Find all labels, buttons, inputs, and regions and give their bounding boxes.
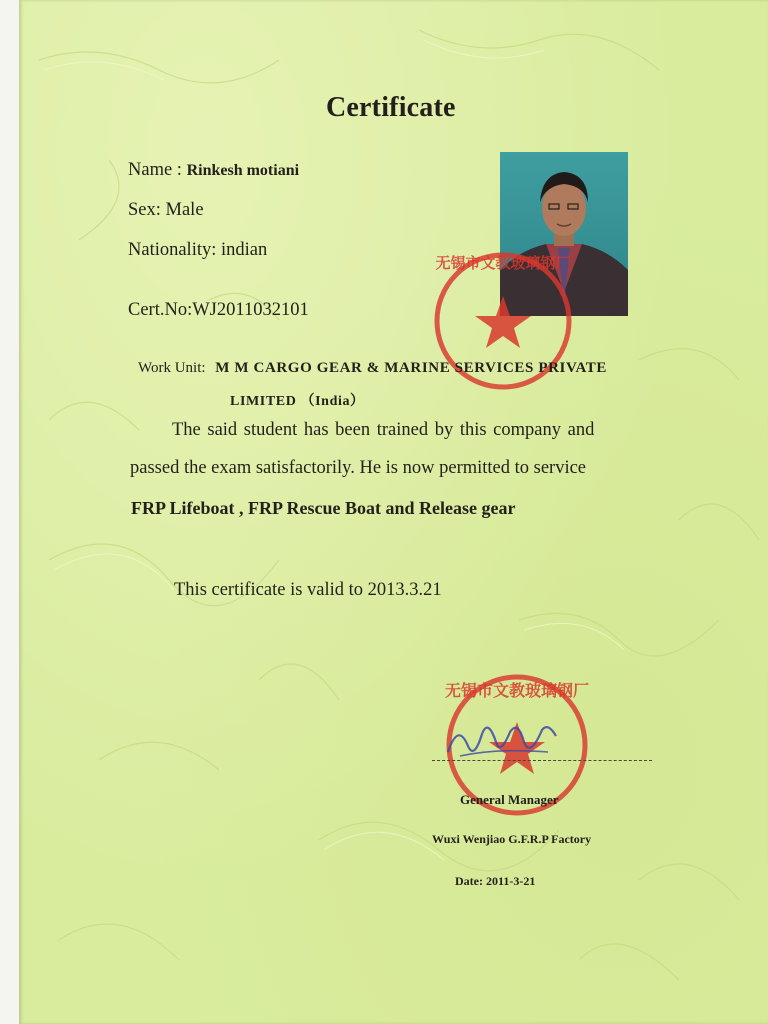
work-unit-line2 xyxy=(230,390,365,410)
name-label: Name : xyxy=(128,160,182,180)
cert-number-line: Cert.No:WJ2011032101 xyxy=(128,300,309,320)
factory-name: Wuxi Wenjiao G.F.R.P Factory xyxy=(432,832,592,846)
work-unit-line1 xyxy=(138,360,607,377)
body-line-3: FRP Lifeboat , FRP Rescue Boat and Release gear xyxy=(131,498,516,518)
signatory-title: General Manager xyxy=(460,792,559,807)
bottom-seal-text: 无锡市文教玻璃钢厂 xyxy=(444,681,590,700)
id-photo xyxy=(500,152,628,316)
work-unit-value-2: LIMITED （India） xyxy=(230,394,365,409)
name-value: Rinkesh motiani xyxy=(186,162,300,179)
portrait-figure xyxy=(500,152,628,316)
body-line-1: The said student has been trained by this company and xyxy=(172,420,595,440)
work-unit-label: Work Unit: xyxy=(138,360,206,376)
top-seal-text: 无锡市文教玻璃钢厂 xyxy=(435,254,571,272)
work-unit-value-1: M M CARGO GEAR & MARINE SERVICES PRIVATE xyxy=(215,360,607,376)
issue-date: Date: 2011-3-21 xyxy=(455,874,536,888)
sex-line: Sex: Male xyxy=(128,200,204,220)
name-line xyxy=(128,160,299,181)
nationality-line: Nationality: indian xyxy=(128,240,268,260)
body-line-2: passed the exam satisfactorily. He is now permitted to service xyxy=(130,458,587,478)
signature-line xyxy=(432,760,652,761)
validity-line: This certificate is valid to 2013.3.21 xyxy=(174,580,442,600)
certificate-title: Certificate xyxy=(326,92,456,123)
